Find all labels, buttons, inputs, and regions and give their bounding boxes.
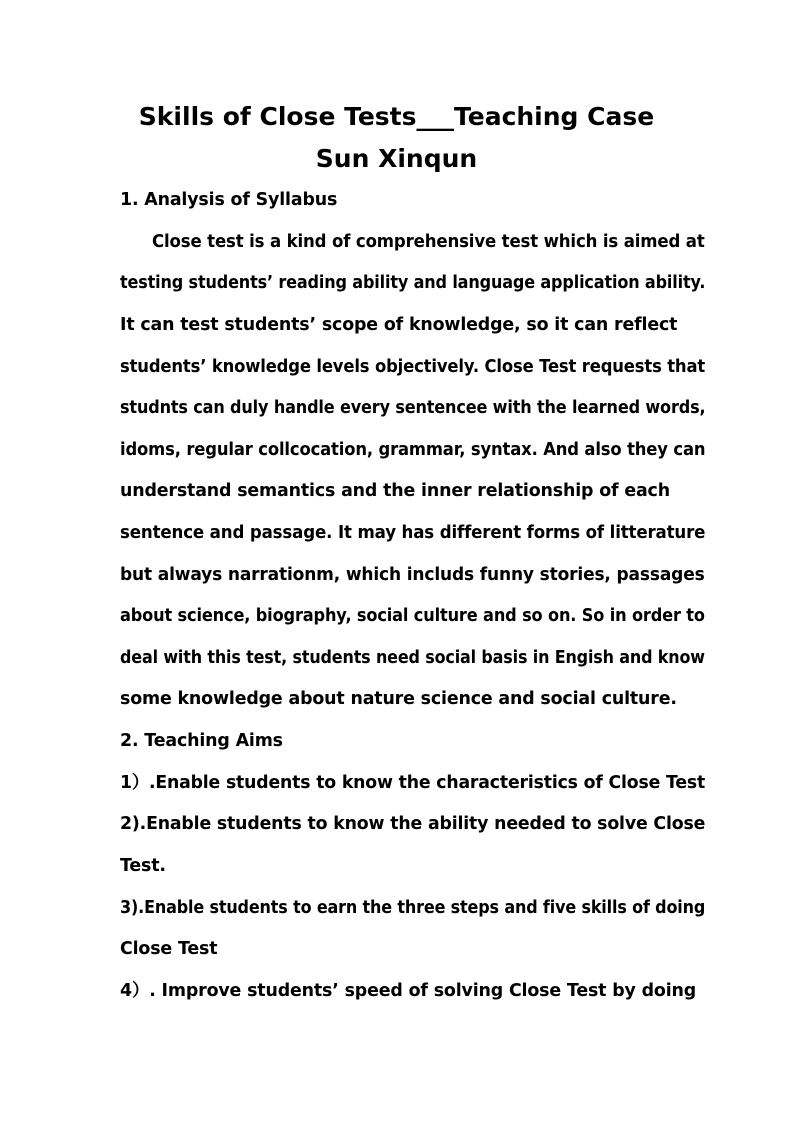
document-title: Skills of Close Tests___Teaching Case [138, 102, 655, 131]
body-line: about science, biography, social culture and so on. So in order to [120, 606, 705, 626]
aim-line: 1）.Enable students to know the characteristics of Close Test [120, 773, 706, 793]
body-line: sentence and passage. It may has different forms of litterature [120, 523, 706, 543]
body-line: studnts can duly handle every sentencee with the learned words, [120, 398, 706, 418]
body-line: but always narrationm, which includs funny stories, passages [120, 565, 705, 585]
body-line: understand semantics and the inner relationship of each [120, 481, 670, 501]
body-line: testing students’ reading ability and language application ability. [120, 273, 706, 293]
aim-line: 3).Enable students to earn the three steps and five skills of doing [120, 898, 706, 918]
body-line: some knowledge about nature science and social culture. [120, 689, 677, 709]
section-heading-teaching-aims: 2. Teaching Aims [120, 731, 283, 751]
body-line: Close test is a kind of comprehensive test which is aimed at [152, 232, 705, 252]
body-line: idoms, regular collcocation, grammar, syntax. And also they can [120, 440, 706, 460]
body-line: students’ knowledge levels objectively. Close Test requests that [120, 357, 706, 377]
aim-line: 2).Enable students to know the ability needed to solve Close [120, 814, 706, 834]
body-line: deal with this test, students need social basis in Engish and know [120, 648, 705, 668]
aim-line: Test. [120, 856, 166, 876]
document-author: Sun Xinqun [315, 144, 478, 173]
aim-line: Close Test [120, 939, 218, 959]
body-line: It can test students’ scope of knowledge, so it can reflect [120, 315, 678, 335]
section-heading-analysis: 1. Analysis of Syllabus [120, 190, 338, 210]
aim-line: 4）. Improve students’ speed of solving Close Test by doing [120, 981, 697, 1001]
